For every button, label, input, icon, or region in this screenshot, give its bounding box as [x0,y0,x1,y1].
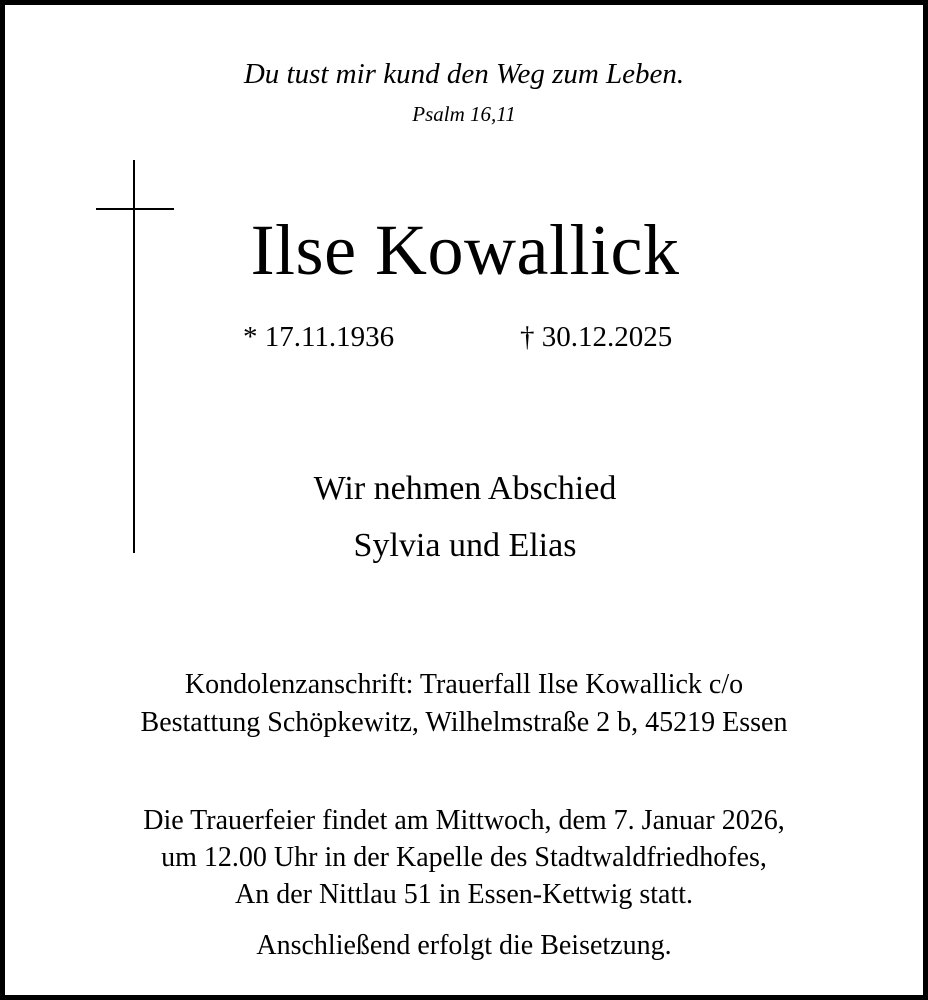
mourners-names: Sylvia und Elias [353,527,577,564]
cross-vertical-bar [133,160,135,553]
farewell-text: Wir nehmen Abschied [313,470,617,507]
funeral-service-line: Die Trauerfeier findet am Mittwoch, dem 7. Januar 2026, [143,805,785,836]
burial-info: Anschließend erfolgt die Beisetzung. [256,930,672,961]
bible-quote: Du tust mir kund den Weg zum Leben. [243,58,685,90]
funeral-service-info [0,802,928,913]
bible-quote-source: Psalm 16,11 [412,102,516,126]
funeral-service-line: um 12.00 Uhr in der Kapelle des Stadtwaldfriedhofes, [161,842,767,873]
cross-icon [96,160,174,553]
cross-horizontal-bar [96,208,174,210]
birth-date: * 17.11.1936 [243,321,395,353]
death-date: † 30.12.2025 [520,321,673,353]
condolence-address [0,666,928,742]
condolence-address-line: Bestattung Schöpkewitz, Wilhelmstraße 2 b, 45219 Essen [140,707,788,738]
deceased-name: Ilse Kowallick [250,210,680,290]
funeral-service-line: An der Nittlau 51 in Essen-Kettwig statt. [234,879,694,910]
condolence-address-line: Kondolenzanschrift: Trauerfall Ilse Kowallick c/o [184,669,744,700]
